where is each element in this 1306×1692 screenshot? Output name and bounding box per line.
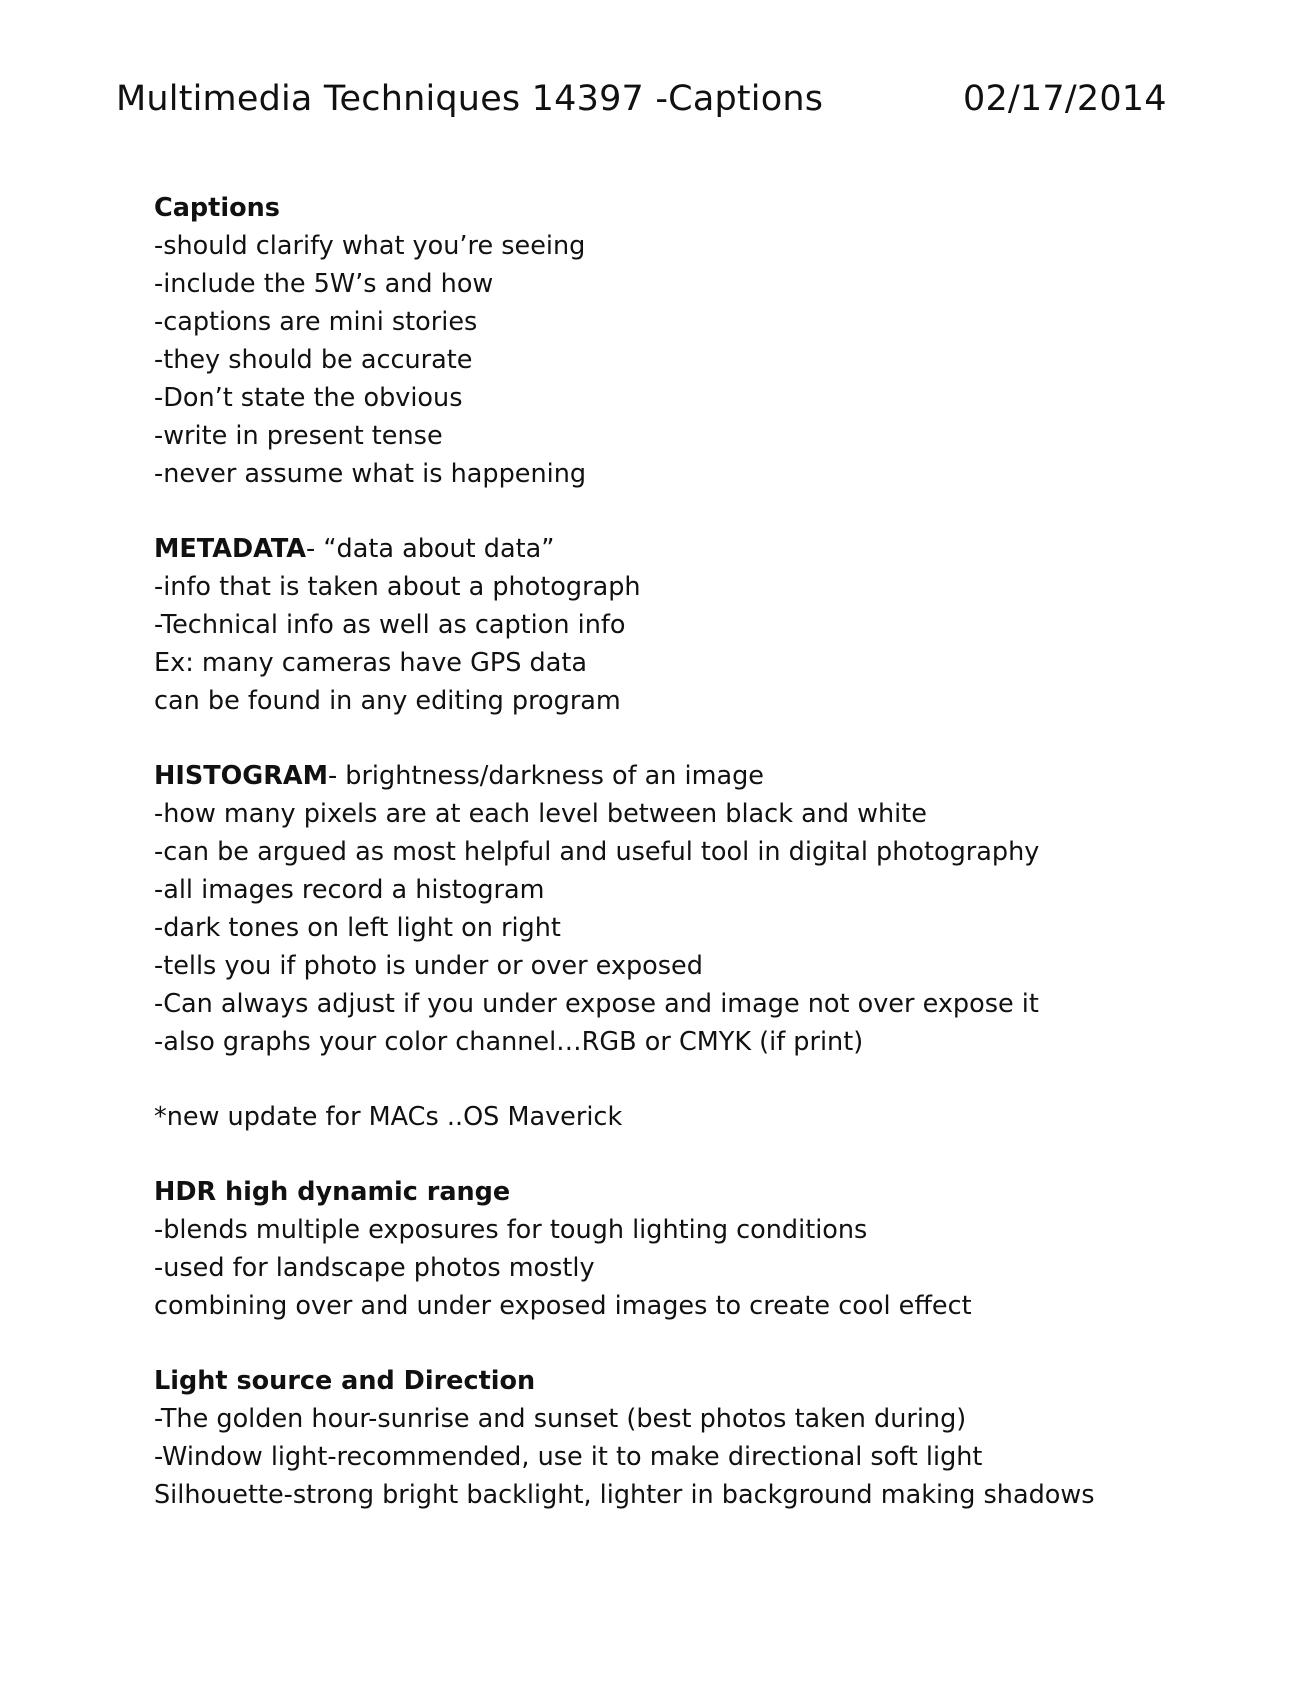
note-line: -they should be accurate xyxy=(154,345,473,375)
note-line: -blends multiple exposures for tough lighting conditions xyxy=(154,1215,868,1245)
section-metadata xyxy=(154,530,1154,720)
section-captions xyxy=(154,189,1154,493)
note-line: -The golden hour-sunrise and sunset (best photos taken during) xyxy=(154,1404,967,1434)
page-title: Multimedia Techniques 14397 -Captions xyxy=(116,79,824,119)
page-date: 02/17/2014 xyxy=(963,79,1167,119)
section-heading-description: - brightness/darkness of an image xyxy=(327,761,764,791)
section-heading: Light source and Direction xyxy=(154,1366,536,1396)
note-line: can be found in any editing program xyxy=(154,686,621,716)
note-line: -can be argued as most helpful and useful tool in digital photography xyxy=(154,837,1040,867)
note-line: -Technical info as well as caption info xyxy=(154,610,626,640)
note-line: -Window light-recommended, use it to make directional soft light xyxy=(154,1442,983,1472)
note-line: -captions are mini stories xyxy=(154,307,478,337)
note-line: -tells you if photo is under or over exposed xyxy=(154,951,703,981)
note-line: -all images record a histogram xyxy=(154,875,545,905)
note-line: -used for landscape photos mostly xyxy=(154,1253,595,1283)
section-heading: HISTOGRAM xyxy=(154,761,328,791)
note-line: -info that is taken about a photograph xyxy=(154,572,641,602)
page-header xyxy=(116,74,1186,124)
section-histogram xyxy=(154,757,1154,1061)
note-line: Silhouette-strong bright backlight, lighter in background making shadows xyxy=(154,1480,1095,1510)
section-hdr xyxy=(154,1173,1154,1325)
note-line: -also graphs your color channel…RGB or CMYK (if print) xyxy=(154,1027,864,1057)
section-heading-description: - “data about data” xyxy=(306,534,555,564)
note-line: -how many pixels are at each level between black and white xyxy=(154,799,927,829)
section-light-source xyxy=(154,1362,1154,1514)
note-line: Ex: many cameras have GPS data xyxy=(154,648,587,678)
section-heading-line xyxy=(154,530,1154,568)
note-line: -Can always adjust if you under expose and image not over expose it xyxy=(154,989,1039,1019)
note-line: -write in present tense xyxy=(154,421,443,451)
note-line: -should clarify what you’re seeing xyxy=(154,231,586,261)
section-heading: HDR high dynamic range xyxy=(154,1177,511,1207)
notes-body xyxy=(154,189,1154,1514)
note-line: -dark tones on left light on right xyxy=(154,913,561,943)
note-line: -include the 5W’s and how xyxy=(154,269,494,299)
update-note: *new update for MACs ..OS Maverick xyxy=(154,1102,623,1132)
section-heading-line xyxy=(154,757,1154,795)
note-line: -never assume what is happening xyxy=(154,459,587,489)
section-heading: METADATA xyxy=(154,534,307,564)
section-heading: Captions xyxy=(154,193,280,223)
note-line: -Don’t state the obvious xyxy=(154,383,463,413)
note-line: combining over and under exposed images to create cool effect xyxy=(154,1291,972,1321)
